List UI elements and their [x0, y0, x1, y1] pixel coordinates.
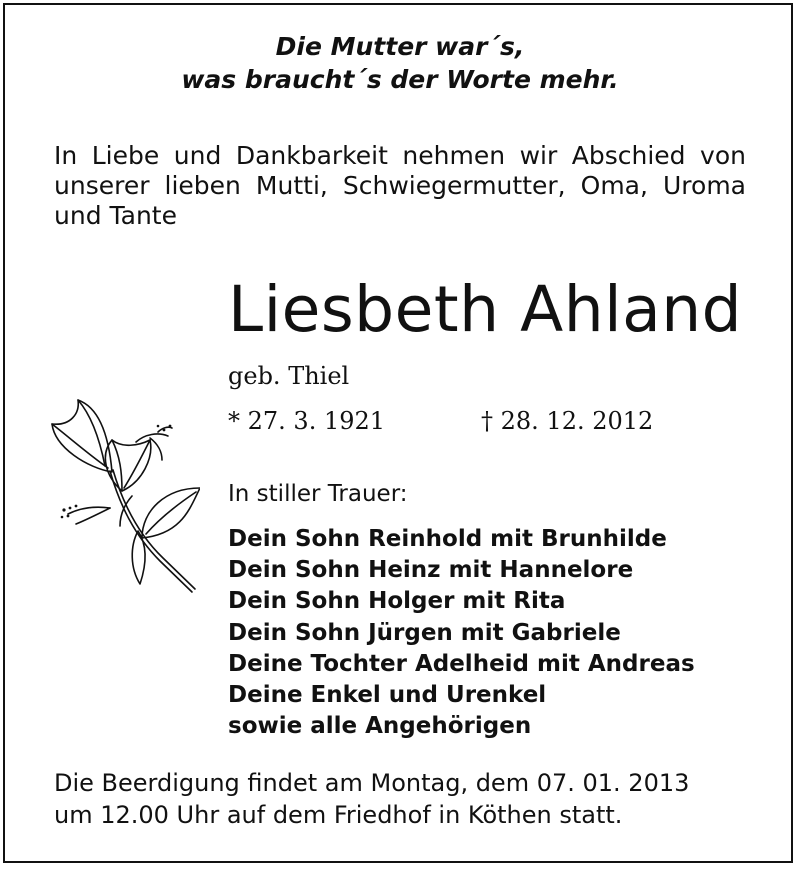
mourner-item: Dein Sohn Jürgen mit Gabriele [228, 619, 621, 646]
deceased-name: Liesbeth Ahland [228, 273, 743, 346]
funeral-line-2: um 12.00 Uhr auf dem Friedhof in Köthen statt. [54, 801, 623, 829]
intro-text: In Liebe und Dankbarkeit nehmen wir Abschied von unserer lieben Mutti, Schwiegermutter, Oma, Uroma und Tante [54, 141, 746, 230]
motto-line-2: was braucht´s der Worte mehr. [181, 65, 619, 94]
funeral-line-1: Die Beerdigung findet am Montag, dem 07. 01. 2013 [54, 769, 690, 797]
mourner-item: Dein Sohn Holger mit Rita [228, 588, 566, 615]
mourner-item: Dein Sohn Heinz mit Hannelore [228, 557, 634, 584]
mourner-item: sowie alle Angehörigen [228, 713, 532, 740]
funeral-info [54, 767, 746, 831]
motto [0, 30, 800, 96]
mourners-list [228, 524, 695, 742]
mourner-item: Dein Sohn Reinhold mit Brunhilde [228, 526, 667, 552]
mourner-item: Deine Enkel und Urenkel [228, 682, 547, 709]
mourner-item: Deine Tochter Adelheid mit Andreas [228, 650, 695, 677]
calla-lily-icon [50, 396, 200, 596]
motto-line-1: Die Mutter war´s, [275, 32, 525, 61]
birth-date: * 27. 3. 1921 [228, 407, 386, 435]
birth-name: geb. Thiel [228, 362, 350, 390]
mourning-heading: In stiller Trauer: [228, 481, 408, 507]
death-date: † 28. 12. 2012 [481, 407, 654, 435]
